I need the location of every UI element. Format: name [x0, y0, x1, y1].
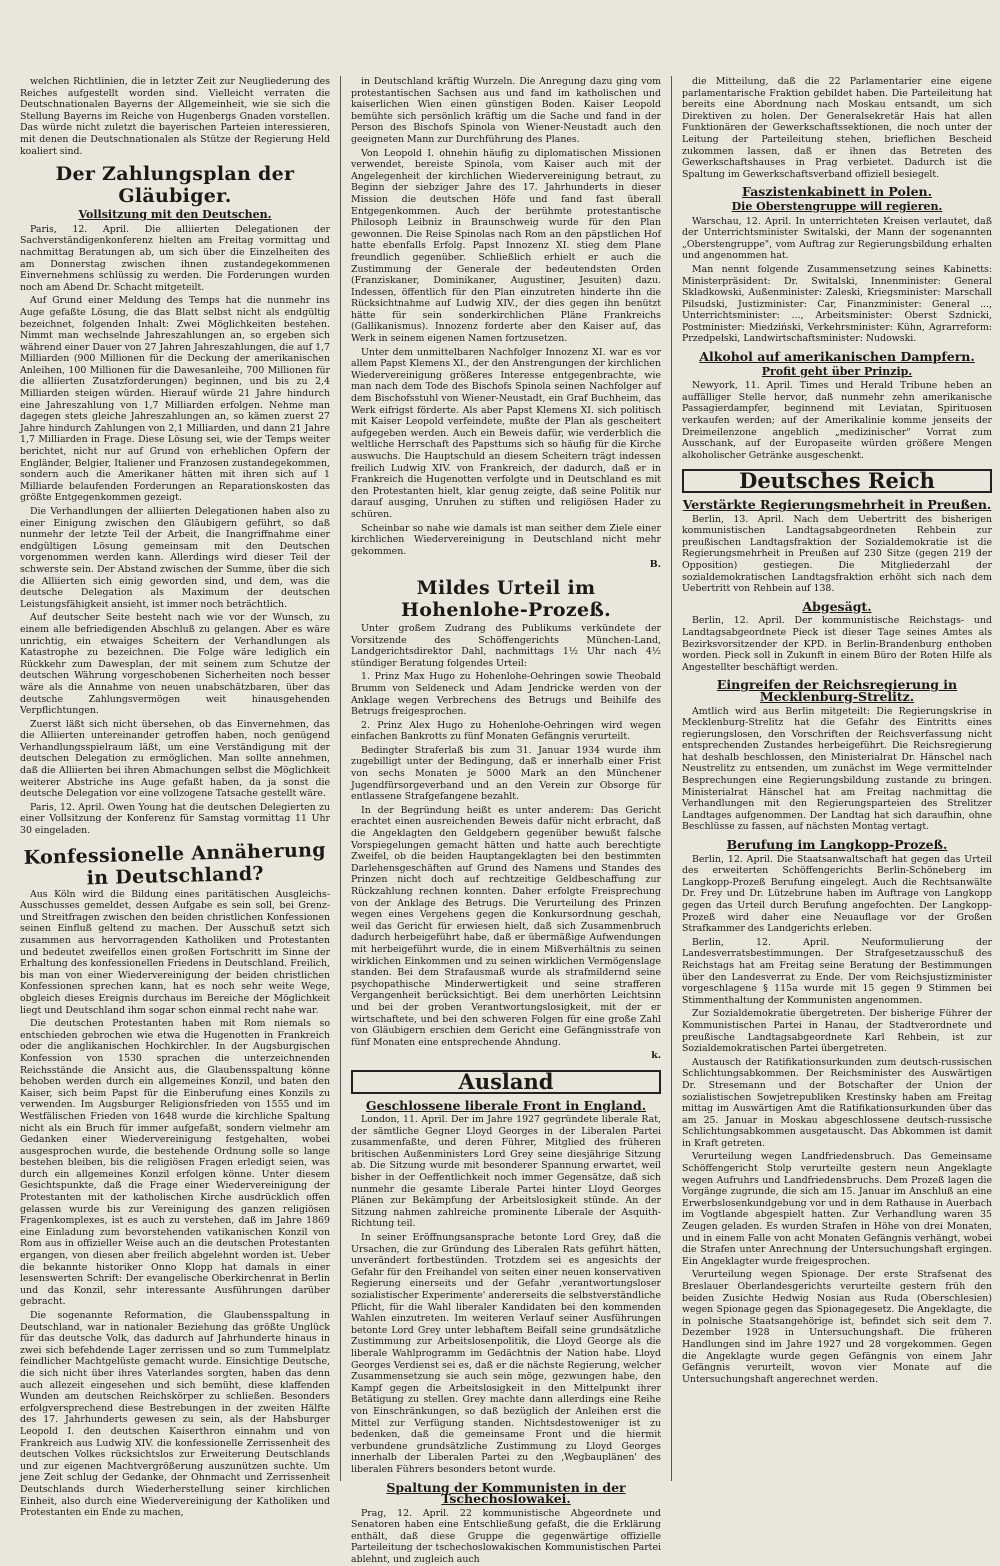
column-1: [20, 76, 330, 1519]
section-deutsches-reich: Deutsches Reich: [682, 469, 992, 493]
paragraph: Paris, 12. April. Owen Young hat die deutschen Delegierten zu einer Vollsitzung der Konferenz für Samstag vormittag 11 Uhr 30 eingeladen.: [20, 801, 330, 837]
article-langkopp-body: [682, 854, 992, 1386]
paragraph: Die sogenannte Reformation, die Glaubensspaltung in Deutschland, war in nationaler Beziehung das größte Unglück für das deutsche Volk, das dadurch auf Jahrhunderte hinaus in zwei sich befehdende Lager zerrissen und so zum Tummelplatz feindlicher Machtgelüste gemacht wurde. Einsichtige Deutsche, die sich nicht über ihres Vaterlandes sorgten, haben das denn auch allezeit eingesehen und sich bemüht, diese klaffenden Wunden am deutschen Reichskörper zu schließen. Besonders erfolgversprechend diese Bestrebungen in der zweiten Hälfte des 17. Jahrhunderts gewesen zu sein, als der Habsburger Leopold I. den deutschen Kaiserthron einnahm und von Frankreich aus Ludwig XIV. die konfessionelle Zerrissenheit des deutschen Volkes rücksichtslos zur Erweiterung Deutschlands und zur eigenen Machtvergrößerung auszunützen suchte. Um jene Zeit schlug der Gedanke, der Ohnmacht und Zerrissenheit Deutschlands durch Wiederherstellung seiner kirchlichen Einheit, also durch eine Wiedervereinigung der Katholiken und Protestanten ein Ende zu machen,: [20, 1310, 330, 1519]
paragraph: in Deutschland kräftig Wurzeln. Die Anregung dazu ging vom protestantischen Sachsen aus und fand im katholischen und kaiserlichen Wien einen günstigen Boden. Kaiser Leopold bemühte sich persönlich kräftig um die Sache und fand in der Person des Bischofs Spinola von Wiener-Neustadt auch den geeigneten Mann zur Durchführung des Planes.: [351, 76, 661, 145]
column-divider: [671, 76, 672, 1481]
paragraph: Berlin, 12. April. Neuformulierung der Landesverratsbestimmungen. Der Strafgesetzausschuß des Reichstags hat am Freitag seine Beratung der Bestimmungen über den Landesverrat zu Ende. Der vom Reichsjustizminister vorgeschlagene § 115a wurde mit 15 gegen 9 Stimmen bei Stimmenthaltung der Kommunisten angenommen.: [682, 936, 992, 1006]
headline-faszistenkabinett: Faszistenkabinett in Polen.: [742, 184, 932, 200]
paragraph: Man nennt folgende Zusammensetzung seines Kabinetts: Ministerpräsident: Dr. Switalski, Innenminister: General Skladkowski, Außenminister: Zaleski, Kriegsminister: Marschall Pilsudski, Justizminister: Car, Finanzminister: General ..., Unterrichtsminister: ..., Arbeitsminister: Oberst Szdnicki, Postminister: Miedziński, Verkehrsminister: Kühn, Agrarreform: Przedpełski, Landwirtschaftsminister: Nudowski.: [682, 263, 992, 345]
article-mecklenburg-body: [682, 706, 992, 834]
headline-liberale-front: Geschlossene liberale Front in England.: [365, 1097, 647, 1113]
paragraph: In der Begründung heißt es unter anderem: Das Gericht erachtet einen ausreichenden Beweis dafür nicht erbracht, daß die Angeklagten den Geldgebern gegenüber bewußt falsche Vorspiegelungen gemacht hätten und hatte auch berechtigte Zweifel, ob die beiden Hauptangeklagten bei den bestimmten Darlehensgeschäften auf Grund des Namens und Standes des Prinzen nicht doch auf rechtzeitige Geldbeschaffung zur Rückzahlung rechnen konnten. Daher erfolgte Freisprechung von der Anklage des Betrugs. Die Verurteilung des Prinzen wegen eines Vergehens gegen die Konkursordnung geschah, weil das Gericht für erwiesen hielt, daß sich Zusammenbruch dadurch herbeigeführt habe, daß er übermäßige Aufwendungen mit herbeigeführt wurde, die in einem Mißverhältnis zu seinen wirklichen Einkommen und zu seinen wirklichen Vermögenslage standen. Bei dem Strafausmaß wurde als strafmildernd seine psychopathische Minderwertigkeit und seine strafferen Vergangenheit berücksichtigt. Bei dem unerhörten Leichtsinn und bei der groben Verantwortungslosigkeit, mit der er wirtschaftete, und bei den schweren Folgen für eine große Zahl von Gläubigern erschien dem Gericht eine Gefängnisstrafe von fünf Monaten eine entsprechende Ahndung.: [351, 804, 661, 1048]
paragraph: Warschau, 12. April. In unterrichteten Kreisen verlautet, daß der Unterrichtsminister Switalski, der Mann der sogenannten „Oberstengruppe", vom Auftrag zur Regierungsbildung erhalten und angenommen hat.: [682, 215, 992, 262]
paragraph: Berlin, 13. April. Nach dem Uebertritt des bisherigen kommunistischen Landtagsabgeordneten Rehbein zur preußischen Landtagsfraktion der Sozialdemokratie ist die Regierungsmehrheit in Preußen auf 230 Sitze (gegen 219 der Opposition) gestiegen. Die Mitgliederzahl der sozialdemokratischen Landtagsfraktion erhöht sich nach dem Uebertritt von Rehbein auf 138.: [682, 513, 992, 595]
headline-mecklenburg: Eingreifen der Reichsregierung in Mecklenburg-Strelitz.: [716, 677, 958, 704]
headline-konfessionelle: Konfessionelle Annäherung in Deutschland?: [23, 838, 327, 889]
paragraph: Prag, 12. April. 22 kommunistische Abgeordnete und Senatoren haben eine Entschließung gefaßt, die die Erklärung enthält, daß diese Gruppe die gegenwärtige offizielle Parteileitung der tschechoslowakischen Kommunistischen Partei ablehnt, und zugleich auch: [351, 1507, 661, 1566]
subheadline-vollsitzung: Vollsitzung mit den Deutschen.: [78, 208, 272, 222]
signature-k: k.: [651, 1050, 661, 1062]
paragraph: die Mitteilung, daß die 22 Parlamentarier eine eigene parlamentarische Fraktion gebildet haben. Die Parteileitung hat bereits eine Abordnung nach Moskau entsandt, um sich Direktiven zu holen. Der Generalsekretär Hais hat allen Funktionären der Gewerkschaftssektionen, die noch unter der Leitung der Parteileitung stehen, brieflichen Bescheid zukommen lassen, daß er ihnen das Betreten des Gewerkschaftshauses in Prag verbietet. Dadurch ist die Spaltung im Gewerkschaftsverband offiziell besiegelt.: [682, 76, 992, 180]
paragraph: Amtlich wird aus Berlin mitgeteilt: Die Regierungskrise in Mecklenburg-Strelitz hat die Gefahr des Eintritts eines regierungslosen, den Vorschriften der Reichsverfassung nicht entsprechenden Zustandes herbeigeführt. Die Reichsregierung hat deshalb beschlossen, den Ministerialrat Dr. Hänschel nach Neustrelitz zu entsenden, um zunächst im Wege vermittelnder Besprechungen eine Regierungsbildung zustande zu bringen. Ministerialrat Hänschel hat am Freitag nachmittag die Verhandlungen mit den Regierungsparteien des Strelitzer Landtages aufgenommen. Der Landtag hat sich daraufhin, ohne Beschlüsse zu fassen, auf nächsten Montag vertagt.: [682, 705, 992, 833]
article-spaltung-body: [351, 1508, 661, 1566]
article-regierungsmehrheit-body: [682, 514, 992, 595]
paragraph: Verurteilung wegen Landfriedensbruch. Das Gemeinsame Schöffengericht Stolp verurteilte gestern neun Angeklagte wegen Aufruhrs und Landfriedensbruchs. Dem Prozeß lagen die Vorgänge zugrunde, die sich am 15. Januar im Anschluß an eine Erwerbslosenkundgebung vor und in dem Rathause in Auerbach im Vogtlande abgespielt hatten. Zur Verhandlung waren 35 Zeugen geladen. Es wurden Strafen in Höhe von drei Monaten, und in einem Falle von acht Monaten Gefängnis verhängt, wobei die Strafen unter Anrechnung der Untersuchungshaft ergingen. Ein Angeklagter wurde freigesprochen.: [682, 1151, 992, 1267]
headline-spaltung-kommunisten: Spaltung der Kommunisten in der Tschechoslowakei.: [386, 1479, 626, 1507]
paragraph: Unter dem unmittelbaren Nachfolger Innozenz XI. war es vor allem Papst Klemens XI., der den Anstrengungen der kirchlichen Wiedervereinigung größeres Interesse entgegenbrachte, wie man nach dem Tode des Bischofs Spinola seinen Nachfolger auf dem Bischofsstuhl von Wiener-Neustadt, ein Graf Buchheim, das Werk eifrigst förderte. Als aber Papst Klemens XI. sich politisch mit Kaiser Leopold verfeindete, mußte der Plan als gescheitert aufgegeben werden. Auch ein Beweis dafür, wie verderblich die weltliche Herrschaft des Papsttums sich so häufig für die Kirche auswuchs. Die Hauptschuld an diesem Scheitern trägt indessen freilich Ludwig XIV. von Frankreich, der dadurch, daß er in Frankreich die Hugenotten verfolgte und in Deutschland es mit den Protestanten hielt, klar genug zeigte, daß seine Politik nur darauf ausging, Unruhen zu stiften und religiösen Hader zu schüren.: [351, 346, 661, 520]
paragraph: Berlin, 12. April. Der kommunistische Reichstags- und Landtagsabgeordnete Pieck ist dieser Tage seines Amtes als Bezirksvorsitzender der KPD. in Berlin-Brandenburg enthoben worden. Pieck soll in Zukunft in einem Büro der Roten Hilfe als Angestellter beschäftigt werden.: [682, 615, 992, 673]
paragraph: Zur Sozialdemokratie übergetreten. Der bisherige Führer der Kommunistischen Partei in Hanau, der Stadtverordnete und preußische Landtagsabgeordnete Karl Rehbein, ist zur Sozialdemokratischen Partei übergetreten.: [682, 1008, 992, 1055]
article-abgesaegt-body: [682, 615, 992, 673]
signature-b: B.: [649, 559, 661, 571]
headline-hohenlohe: Mildes Urteil im Hohenlohe-Prozeß.: [400, 576, 612, 621]
paragraph: Verurteilung wegen Spionage. Der erste Strafsenat des Breslauer Oberlandesgerichts verurteilte gestern früh den beiden Zusichte Hedwig Nosian aus Ruda (Oberschlesien) wegen Spionage gegen das Spionagegesetz. Die Angeklagte, die in polnische Staatsangehörige ist, befindet sich seit dem 7. Dezember 1928 in Untersuchungshaft. Die früheren Handlungen sind im Jahre 1927 und 28 vorgekommen. Gegen die Angeklagte wurde gegen Gefängnis von einem Jahr Gefängnis verurteilt, wovon vier Monate auf die Untersuchungshaft angerechnet werden.: [682, 1269, 992, 1385]
paragraph: 1. Prinz Max Hugo zu Hohenlohe-Oehringen sowie Theobald Brumm von Seldeneck und Adam Jendricke werden von der Anklage wegen Verbrechens des Betrugs und Beihilfe des Betrugs freigesprochen.: [351, 671, 661, 718]
article-faszistenkabinett-body: [682, 216, 992, 346]
paragraph: In seiner Eröffnungsansprache betonte Lord Grey, daß die Ursachen, die zur Gründung des Liberalen Rats geführt hätten, unverändert fortbestünden. Trotzdem sei es angesichts der Gefahr für den Freihandel von seiten einer neuen konservativen Regierung einerseits und der Gefahr ‚verantwortungsloser sozialistischer Experimente' andererseits die selbstverständliche Pflicht, für die Wahl liberaler Kandidaten bei den kommenden Wahlen einzutreten. Im weiteren Verlauf seiner Ausführungen betonte Lord Grey unter lebhaftem Beifall seine grundsätzliche Zustimmung zur Arbeitslosenpolitik, die Lloyd George als die liberale Wahlprogramm im Gedächtnis der Nation habe. Lloyd Georges Verdienst sei es, daß er die nächste Regierung, welcher Zusammensetzung sie auch sein möge, gezwungen habe, den Kampf gegen die Arbeitslosigkeit in den Mittelpunkt ihrer Betätigung zu stellen. Grey machte dann allerdings eine Reihe von Einschränkungen, so daß bezüglich der Anleihen erst die Mittel zur Verfügung standen. Nichtsdestoweniger ist zu bedenken, daß die gemeinsame Front und die hiermit verbundene grundsätzliche Zustimmung zu Lloyd Georges innerhalb der Liberalen Partei zu den ‚Wegbauplänen' des liberalen Führers besonders betont wurde.: [351, 1232, 661, 1475]
paragraph: 2. Prinz Alex Hugo zu Hohenlohe-Oehringen wird wegen einfachen Bankrotts zu fünf Monaten Gefängnis verurteilt.: [351, 719, 661, 743]
article-zahlungsplan-body: [20, 224, 330, 837]
headline-abgesaegt: Abgesägt.: [802, 598, 872, 614]
paragraph: Scheinbar so nahe wie damals ist man seither dem Ziele einer kirchlichen Wiedervereinigung in Deutschland nicht mehr gekommen.: [351, 522, 661, 557]
col3-lead: [682, 76, 992, 180]
paragraph: Bedingter Straferlaß bis zum 31. Januar 1934 wurde ihm zugebilligt unter der Bedingung, daß er innerhalb einer Frist von sechs Monaten je 5000 Mark an den Münchener Jugendfürsorgeverband und an den Verein zur Obsorge für entlassene Strafgefangene bezahlt.: [351, 744, 661, 803]
paragraph: welchen Richtlinien, die in letzter Zeit zur Neugliederung des Reiches aufgestellt worden sind. Vielleicht verraten die Deutschnationalen Bayerns der Allgemeinheit, wie sie sich die Stellung Bayerns im Reiche von Hugenbergs Gnaden vorstellen. Das würde nicht zuletzt die bayerischen Parteien interessieren, mit denen die Deutschnationalen als Stütze der Regierung Held koaliert sind.: [20, 76, 330, 157]
paragraph: Die deutschen Protestanten haben mit Rom niemals so entschieden gebrochen wie etwa die Hugenotten in Frankreich oder die anglikanischen Hochkirchler. In der Augsburgischen Konfession von 1530 sprachen die unterzeichnenden Reichsstände die Ansicht aus, die Glaubensspaltung könne behoben werden durch ein allgemeines Konzil, und baten den Kaiser, sich beim Papst für die Einberufung eines Konzils zu verwenden. Im Augsburger Religionsfrieden von 1555 und im Westfälischen Frieden von 1648 wurde die kirchliche Spaltung nicht als ein Bruch für immer aufgefaßt, sondern vielmehr am Gedanken einer Wiedervereinigung festgehalten, wobei ausgesprochen wurde, die bestehende Ordnung solle so lange bestehen bleiben, bis die religiösen Fragen erledigt seien, was durch ein allgemeines Konzil erfolgen könne. Unter diesem Gesichtspunkte, daß die Frage einer Wiedervereinigung der Protestanten mit der katholischen Kirche ausdrücklich offen gelassen wurde bis zur Vereinigung des ganzen religiösen Fragenkomplexes, ist es auch zu verstehen, daß im Jahre 1869 eine Einladung zum bevorstehenden vatikanischen Konzil von Rom aus in offizieller Weise auch an die deutschen Protestanten ergangen, von diesen aber freilich abgelehnt worden ist. Ueber die bekannte historiker Onno Klopp hat damals in einer lesenswerten Schrift: Der evangelische Oberkirchenrat in Berlin und das Konzil, sehr interessante Ausführungen darüber gebracht.: [20, 1018, 330, 1308]
subheadline-oberstengruppe: Die Oberstengruppe will regieren.: [731, 199, 943, 213]
article-konfessionelle-body: [20, 889, 330, 1519]
col1-lead: [20, 76, 330, 157]
headline-zahlungsplan: Der Zahlungsplan der Gläubiger.: [55, 163, 295, 208]
article-alkohol-body: [682, 380, 992, 461]
headline-alkohol: Alkohol auf amerikanischen Dampfern.: [699, 349, 975, 365]
paragraph: Von Leopold I. ohnehin häufig zu diplomatischen Missionen verwendet, bereiste Spinola, vom Kaiser auch mit der Angelegenheit der kirchlichen Wiedervereinigung betraut, zu Beginn der siebziger Jahre des 17. Jahrhunderts in dieser Mission die deutschen Höfe und fand fast überall Entgegenkommen. Auch der berühmte protestantische Philosoph Leibniz in Braunschweig wurde für den Plan gewonnen. Die Reise Spinolas nach Rom an den päpstlichen Hof hatte ebenfalls Erfolg. Papst Innozenz XI. stieg dem Plane freundlich gegenüber. Schließlich erhielt er auch die Zustimmung der Generale der bedeutendsten Orden (Franziskaner, Dominikaner, Augustiner, Jesuiten) dazu. Indessen, öffentlich für den Plan einzutreten hinderte ihn die Rücksichtnahme auf Ludwig XIV., der dies gegen ihn benützt hätte für sein sonderkirchlichen Pläne Frankreichs (Gallikanismus). Innozenz forderte aber den Kaiser auf, das Werk in seinem eigenen Namen fortzusetzen.: [351, 147, 661, 345]
article-hohenlohe-body: [351, 623, 661, 1048]
paragraph: Paris, 12. April. Die alliierten Delegationen der Sachverständigenkonferenz hielten am Freitag vormittag und nachmittag Beratungen ab, um sich über die Einzelheiten des am Donnerstag zwischen ihnen zustandegekommenen Einvernehmens schlüssig zu werden. Die Forderungen wurden noch am Abend Dr. Schacht mitgeteilt.: [20, 223, 330, 293]
paragraph: London, 11. April. Der im Jahre 1927 gegründete liberale Rat, der sämtliche Gegner Lloyd Georges in der Liberalen Partei zusammenfaßte, und deren Führer, Mitglied des früheren britischen Außenministers Lord Grey seine diesjährige Sitzung ab. Die Sitzung wurde mit besonderer Spannung erwartet, weil bisher in der Oeffentlichkeit noch immer Gegensätze, daß sich nunmehr die gesamte Liberale Partei hinter Lloyd Georges Plänen zur Bekämpfung der Arbeitslosigkeit stünde. An der Sitzung nahmen zahlreiche prominente Liberale der Asquith-Richtung teil.: [351, 1114, 661, 1230]
column-3: [682, 76, 992, 1476]
paragraph: Newyork, 11. April. Times und Herald Tribune heben an auffälliger Stelle hervor, daß nunmehr zehn amerikanische Passagierdampfer, beginnend mit Leviatan, Spirituosen verkaufen werden; auf der Amerikalinie komme jenseits der Dreimeilenzone angeblich „medizinischer" Vorrat zum Ausschank, auf der Europaseite würden größere Mengen alkoholischer Getränke ausgeschenkt.: [682, 380, 992, 461]
headline-langkopp: Berufung im Langkopp-Prozeß.: [726, 837, 948, 853]
paragraph: Austausch der Ratifikationsurkunden zum deutsch-russischen Schlichtungsabkommen. Der Reichsminister des Auswärtigen Dr. Stresemann und der Botschafter der Union der sozialistischen Sowjetrepubliken Krestinsky haben am Freitag mittag im Auswärtigen Amt die Ratifikationsurkunden über das am 25. Januar in Moskau abgeschlossene deutsch-russische Schlichtungsabkommen ausgetauscht. Das Abkommen ist damit in Kraft getreten.: [682, 1056, 992, 1149]
paragraph: Zuerst läßt sich nicht übersehen, ob das Einvernehmen, das die Alliierten untereinander getroffen haben, noch genügend Verhandlungsspielraum läßt, um eine Verständigung mit der deutschen Delegation zu ermöglichen. Man sollte annehmen, daß die Alliierten bei ihren Abmachungen selbst die Möglichkeit weiterer Abstriche ins Auge gefaßt haben, da ja sonst die deutsche Delegation vor eine vollzogene Tatsache gestellt wäre.: [20, 718, 330, 800]
section-ausland: Ausland: [351, 1070, 661, 1094]
col2-lead: [351, 76, 661, 557]
paragraph: Auf deutscher Seite besteht nach wie vor der Wunsch, zu einem alle befriedigenden Abschluß zu gelangen. Aber es wäre unrichtig, ein etwaiges Scheitern der Verhandlungen als Katastrophe zu bezeichnen. Die Folge wäre lediglich ein Rückkehr zum Dawesplan, der mit seinem zum Schutze der deutschen Währung vorgeschobenen Sicherheiten noch besser wäre als die Annahme von neuen unabschätzbaren, über das deutsche Zahlungsvermögen weit hinausgehenden Verpflichtungen.: [20, 612, 330, 717]
column-divider: [340, 76, 341, 1481]
column-2: [351, 76, 661, 1566]
paragraph: Auf Grund einer Meldung des Temps hat die nunmehr ins Auge gefaßte Lösung, die das Blatt selbst nicht als endgültig bezeichnet, folgenden Inhalt: Zwei Möglichkeiten bestehen. Nimmt man wechselnde Jahreszahlungen an, so ergeben sich während einer Dauer von 27 Jahren Jahreszahlungen, die auf 1,7 Milliarden (900 Millionen für die Deckung der amerikanischen Anleihen, 100 Millionen für die Dawesanleihe, 700 Millionen für die alliierten Zusatzforderungen) beginnen, und bis zu 2,4 Milliarden steigen würden. Hierauf würde 21 Jahre hindurch eine Jahreszahlung von 1,7 Milliarden erfolgen. Nehme man dagegen stets gleiche Jahreszahlungen an, so kämen zuerst 27 Jahre hindurch Zahlungen von 2,1 Milliarden, und dann 21 Jahre 1,7 Milliarden in Frage. Diese Lösung sei, wie der Temps weiter berichtet, nicht nur auf Grund von erheblichen Opfern der Engländer, Belgier, Italiener und Franzosen zustandegekommen, sondern auch die Amerikaner hätten mit ihren sich auf 1 Milliarde belaufenden Forderungen an Reparationskosten das größte Entgegenkommen gezeigt.: [20, 295, 330, 504]
subheadline-profit: Profit geht über Prinzip.: [761, 364, 913, 378]
paragraph: Berlin, 12. April. Die Staatsanwaltschaft hat gegen das Urteil des erweiterten Schöffengerichts Berlin-Schöneberg im Langkopp-Prozeß Berufung eingelegt. Auch die Rechtsanwälte Dr. Frey und Dr. Lützebrune haben im Auftrage von Langkopp gegen das Urteil durch Berufung angefochten. Der Langkopp-Prozeß wird daher eine Neuauflage vor der Großen Strafkammer des Landgerichts erleben.: [682, 853, 992, 935]
paragraph: Die Verhandlungen der alliierten Delegationen haben also zu einer Einigung zwischen den Gläubigern geführt, so daß nunmehr der letzte Teil der Arbeit, die Inangriffnahme einer endgültigen Lösung gemeinsam mit den Deutschen vorgenommen werden kann. Allerdings wird dieser Teil der schwerste sein. Der Abstand zwischen der Summe, über die sich die Alliierten sich einig geworden sind, und dem, was die deutsche Delegation als Maximum der deutschen Leistungsfähigkeit ansieht, ist immer noch beträchtlich.: [20, 506, 330, 610]
paragraph: Unter großem Zudrang des Publikums verkündete der Vorsitzende des Schöffengerichts München-Land, Landgerichtsdirektor Dahl, nachmittags 1½ Uhr nach 4½ stündiger Beratung folgendes Urteil:: [351, 622, 661, 669]
headline-regierungsmehrheit: Verstärkte Regierungsmehrheit in Preußen.: [682, 497, 992, 512]
article-liberale-front-body: [351, 1114, 661, 1475]
paragraph: Aus Köln wird die Bildung eines paritätischen Ausgleichs-Ausschusses gemeldet, dessen Aufgabe es sein soll, bei Grenz- und Streitfragen zwischen den beiden christlichen Konfessionen seinen Einfluß geltend zu machen. Der Ausschuß setzt sich zusammen aus hervorragenden Katholiken und Protestanten und bedeutet zweifellos einen großen Fortschritt im Sinne der Erhaltung des konfessionellen Friedens in Deutschland. Freilich, bis man von einer Wiedervereinigung der beiden christlichen Konfessionen sprechen kann, hat es noch sehr weite Wege, obgleich dieses Ereignis durchaus im Bereiche der Möglichkeit liegt und Deutschland ihm sogar schon einmal recht nahe war.: [20, 888, 330, 1016]
